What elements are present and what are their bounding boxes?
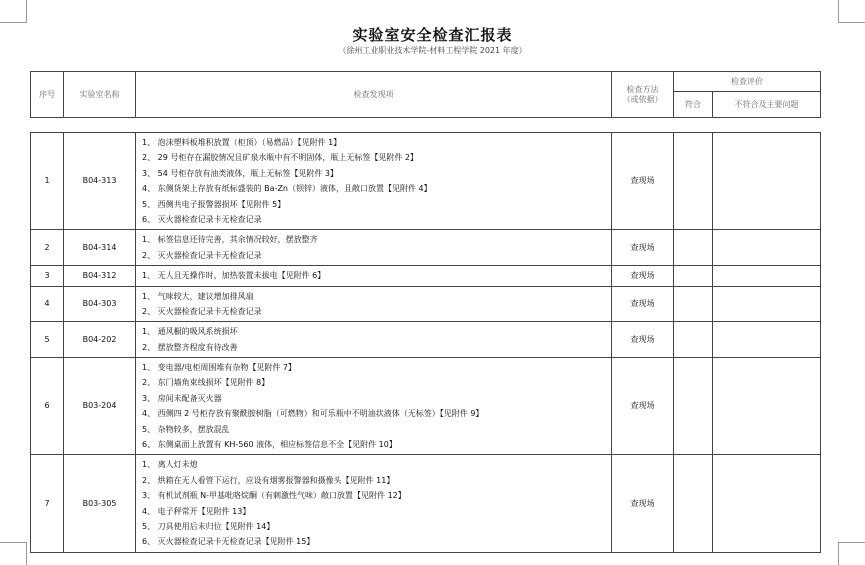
row-lab-name: B04-313: [64, 133, 136, 230]
row-method: 查现场: [612, 358, 674, 455]
crop-mark-top-right: [838, 0, 865, 23]
finding-item: 1、 变电器/电柜周围堆有杂物【见附件 7】: [142, 363, 296, 373]
document-title: 实验室安全检查汇报表: [352, 26, 513, 44]
finding-item: 5、 杂物较多，摆放混乱: [142, 424, 230, 434]
header-evaluation: 检查评价: [674, 72, 821, 92]
finding-item: 5、 西侧共电子报警器损坏【见附件 5】: [142, 199, 286, 209]
row-findings: [136, 133, 612, 230]
row-lab-name: B04-202: [64, 322, 136, 358]
row-compliant: [674, 266, 713, 286]
row-noncompliant: [713, 322, 821, 358]
header-method: [612, 72, 674, 118]
finding-item: 1、 离人灯未熄: [142, 460, 198, 470]
finding-item: 2、 烘箱在无人看管下运行，应设有烟雾报警器和摄像头【见附件 11】: [142, 475, 395, 485]
table-row: [31, 455, 821, 552]
header-findings: 检查发现项: [136, 72, 612, 118]
row-method: 查现场: [612, 286, 674, 322]
row-lab-name: B04-314: [64, 230, 136, 266]
table-row: [31, 322, 821, 358]
header-lab-name: 实验室名称: [64, 72, 136, 118]
finding-item: 1、 无人且无操作时，加热装置未拔电【见附件 6】: [142, 271, 326, 281]
header-table: [30, 71, 821, 118]
row-noncompliant: [713, 133, 821, 230]
row-method: 查现场: [612, 455, 674, 552]
row-compliant: [674, 286, 713, 322]
row-lab-name: B03-305: [64, 455, 136, 552]
row-noncompliant: [713, 266, 821, 286]
table-row: [31, 358, 821, 455]
finding-item: 1、 气味较大，建议增加排风扇: [142, 291, 254, 301]
row-method: 查现场: [612, 133, 674, 230]
document-subtitle: （徐州工业职业技术学院-材料工程学院 2021 年度）: [338, 46, 527, 55]
row-findings: [136, 358, 612, 455]
finding-item: 4、 电子秤常开【见附件 13】: [142, 506, 251, 516]
row-method: 查现场: [612, 266, 674, 286]
row-compliant: [674, 455, 713, 552]
row-findings: [136, 322, 612, 358]
row-noncompliant: [713, 286, 821, 322]
row-noncompliant: [713, 455, 821, 552]
row-seq: 4: [31, 286, 64, 322]
finding-item: 4、 东侧货架上存放有纸标盛装的 Ba-Zn（钡锌）液体，且敞口放置【见附件 4】: [142, 184, 432, 194]
finding-item: 6、 东侧桌面上放置有 KH-560 液体，相应标签信息不全【见附件 10】: [142, 440, 397, 450]
row-compliant: [674, 322, 713, 358]
header-compliant: 符合: [674, 92, 713, 118]
row-lab-name: B03-204: [64, 358, 136, 455]
header-noncompliant: 不符合及主要问题: [713, 92, 821, 118]
header-seq: 序号: [31, 72, 64, 118]
finding-item: 2、 摆放整齐程度有待改善: [142, 342, 238, 352]
finding-item: 2、 灭火器检查记录卡无检查记录: [142, 306, 262, 316]
row-method: 查现场: [612, 230, 674, 266]
crop-mark-bottom-right: [838, 542, 865, 565]
table-row: [31, 230, 821, 266]
row-lab-name: B04-312: [64, 266, 136, 286]
finding-item: 3、 房间未配备灭火器: [142, 393, 222, 403]
finding-item: 3、 54 号柜存放有油类液体，瓶上无标签【见附件 3】: [142, 168, 338, 178]
row-seq: 3: [31, 266, 64, 286]
row-method: 查现场: [612, 322, 674, 358]
table-row: [31, 286, 821, 322]
header-method-line2: （或依据）: [622, 94, 663, 104]
table-row: [31, 266, 821, 286]
finding-item: 5、 刀具使用后未归位【见附件 14】: [142, 521, 275, 531]
crop-mark-bottom-left: [0, 542, 27, 565]
header-method-line1: 检查方法: [626, 84, 659, 94]
row-compliant: [674, 230, 713, 266]
row-compliant: [674, 133, 713, 230]
row-findings: [136, 286, 612, 322]
row-seq: 2: [31, 230, 64, 266]
table-row: [31, 133, 821, 230]
row-noncompliant: [713, 358, 821, 455]
finding-item: 1、 标签信息还待完善，其余情况较好，摆放整齐: [142, 235, 318, 245]
row-seq: 7: [31, 455, 64, 552]
row-findings: [136, 455, 612, 552]
crop-mark-top-left: [0, 0, 27, 23]
row-seq: 5: [31, 322, 64, 358]
finding-item: 6、 灭火器检查记录卡无检查记录: [142, 214, 262, 224]
row-compliant: [674, 358, 713, 455]
finding-item: 4、 西侧四 2 号柜存放有聚酰胺树脂（可燃物）和可乐瓶中不明油状液体（无标签）【见附件 9】: [142, 409, 484, 419]
findings-table: [30, 132, 821, 553]
finding-item: 6、 灭火器检查记录卡无检查记录【见附件 15】: [142, 537, 315, 547]
row-findings: [136, 230, 612, 266]
row-seq: 6: [31, 358, 64, 455]
finding-item: 1、 泡沫塑料板堆积放置（柜顶）（易燃品）【见附件 1】: [142, 138, 342, 147]
finding-item: 2、 东门墙角束线损坏【见附件 8】: [142, 378, 270, 388]
finding-item: 1、 通风橱的吸风系统损坏: [142, 327, 238, 337]
row-noncompliant: [713, 230, 821, 266]
finding-item: 2、 灭火器检查记录卡无检查记录: [142, 250, 262, 260]
finding-item: 2、 29 号柜存在漏胶情况且矿泉水瓶中有不明固体，瓶上无标签【见附件 2】: [142, 153, 418, 163]
finding-item: 3、 有机试剂瓶 N-甲基吡咯烷酮（有刺激性气味）敞口放置【见附件 12】: [142, 491, 406, 501]
row-seq: 1: [31, 133, 64, 230]
row-findings: [136, 266, 612, 286]
row-lab-name: B04-303: [64, 286, 136, 322]
